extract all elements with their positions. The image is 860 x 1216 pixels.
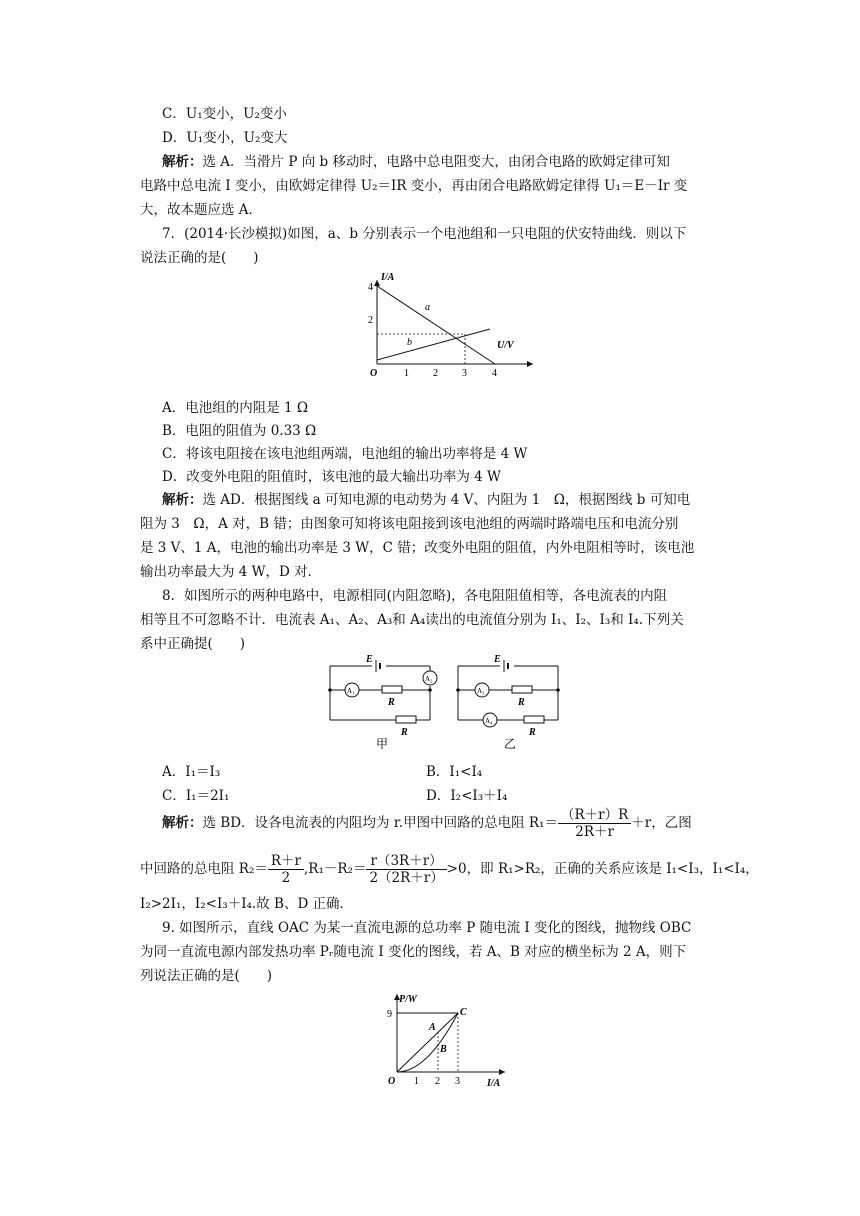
x-tick-2: 2 — [433, 368, 438, 379]
q7-iv-graph — [355, 272, 540, 382]
q8-option-c: C．I₁＝2I₁ — [162, 788, 230, 804]
analysis-text: 选 BD．设各电流表的内阻均为 r.甲图中回路的总电阻 R₁＝ — [202, 815, 558, 831]
origin-label: O — [370, 368, 378, 379]
analysis-label: 解析： — [162, 154, 203, 170]
point-b-label: B — [440, 1044, 447, 1055]
fraction-denominator: 2（2R＋r） — [369, 870, 444, 886]
y-axis-label: I/A — [381, 272, 395, 283]
q8-analysis-line-3: I₂>2I₁，I₂<I₃＋I₄.故 B、D 正确． — [140, 896, 354, 912]
resistor — [396, 716, 416, 723]
fraction-denominator: 2 — [281, 870, 291, 886]
y-tick-4: 4 — [368, 282, 373, 293]
q8-stem-line-3: 系中正确提( ) — [140, 636, 246, 652]
ammeter-a2-label: A₂ — [425, 675, 433, 683]
resistor — [512, 686, 532, 693]
q8-analysis-line-2 — [140, 852, 759, 886]
x-tick-1: 1 — [414, 1076, 419, 1087]
fraction-numerator: R＋r — [268, 853, 304, 870]
q7-option-a: A．电池组的内阻是 1 Ω — [162, 400, 309, 416]
q7-analysis-line-2: 阻为 3 Ω，A 对，B 错；由图象可知将该电阻接到该电池组的两端时路端电压和电流分别 — [140, 516, 679, 532]
analysis-text: ＋r，乙图 — [631, 815, 692, 831]
q8-stem-line-1: 8．如图所示的两种电路中，电源相同(内阻忽略)，各电阻阻值相等，各电流表的内阻 — [162, 588, 668, 604]
q9-stem-line-2: 为同一直流电源内部发热功率 Pᵣ随电流 I 变化的图线，若 A、B 对应的横坐标为 2 A，则下 — [140, 944, 687, 960]
analysis-text: 中回路的总电阻 R₂＝ — [140, 861, 268, 877]
y-tick-9: 9 — [387, 1009, 392, 1020]
analysis-label: 解析： — [162, 815, 203, 831]
q6-analysis-line-3: 大，故本题应选 A． — [140, 202, 263, 218]
q9-power-graph — [375, 990, 515, 1090]
y-axis-label: P/W — [399, 994, 417, 1005]
fraction-numerator: r（3R＋r） — [366, 853, 446, 870]
resistor-label: R — [518, 697, 525, 708]
q7-stem-line-2: 说法正确的是( ) — [140, 250, 259, 266]
fraction-numerator: （R＋r）R — [558, 807, 631, 824]
x-tick-2: 2 — [435, 1076, 440, 1087]
q8-stem-line-2: 相等且不可忽略不计．电流表 A₁、A₂、A₃和 A₄读出的电流值分别为 I₁、I₂、I₃和 I₄.下列关 — [140, 612, 684, 628]
q7-analysis-line-4: 输出功率最大为 4 W，D 对． — [140, 564, 322, 580]
q8-option-d: D．I₂<I₃＋I₄ — [426, 788, 508, 804]
resistor — [524, 716, 544, 723]
fraction-r1 — [558, 807, 631, 840]
line-a — [377, 286, 495, 364]
x-axis-label: I/A — [487, 1078, 501, 1089]
q6-option-d: D．U₁变小，U₂变大 — [162, 130, 288, 146]
resistor-label: R — [388, 697, 395, 708]
q7-analysis-line-1 — [162, 490, 690, 510]
ammeter-a3-label: A₃ — [477, 687, 485, 695]
q7-analysis-line-3: 是 3 V、1 A，电池的输出功率是 3 W，C 错；改变外电阻的阻值，内外电阻相等时，该电池 — [140, 540, 695, 556]
point-a-label: A — [429, 1022, 436, 1033]
point-c-label: C — [460, 1007, 467, 1018]
q8-circuits — [322, 650, 572, 750]
q8-option-a: A．I₁＝I₃ — [162, 764, 221, 780]
analysis-text: 选 A．当滑片 P 向 b 移动时，电路中总电阻变大，由闭合电路的欧姆定律可知 — [202, 154, 670, 170]
resistor-label: R — [529, 727, 536, 738]
q8-option-b: B．I₁<I₄ — [426, 764, 483, 780]
emf-label-right: E — [494, 654, 501, 665]
caption-yi: 乙 — [504, 737, 517, 750]
line-b-label: b — [407, 337, 412, 348]
fraction-denominator: 2R＋r — [575, 824, 614, 840]
q7-option-c: C．将该电阻接在该电池组两端，电池组的输出功率将是 4 W — [162, 446, 528, 462]
q8-analysis-line-1 — [162, 806, 692, 840]
line-a-label: a — [425, 302, 430, 313]
q7-option-b: B．电阻的阻值为 0.33 Ω — [162, 423, 317, 439]
emf-label-left: E — [366, 654, 373, 665]
analysis-text: 选 AD．根据图线 a 可知电源的电动势为 4 V、内阻为 1 Ω，根据图线 b 可知电 — [202, 492, 691, 508]
circuit-left — [328, 654, 437, 738]
circuit-right — [456, 654, 560, 738]
x-tick-1: 1 — [404, 368, 409, 379]
x-axis-label: U/V — [497, 340, 514, 351]
analysis-label: 解析： — [162, 492, 203, 508]
q7-option-d: D．改变外电阻的阻值时，该电池的最大输出功率为 4 W — [162, 469, 501, 485]
q6-option-c: C．U₁变小，U₂变小 — [162, 106, 287, 122]
q6-analysis-line-1 — [162, 152, 670, 172]
ammeter-a1-label: A₁ — [347, 687, 355, 695]
resistor-label: R — [401, 727, 408, 738]
ammeter-a4-label: A₄ — [485, 717, 493, 725]
analysis-text: ,R₁－R₂＝ — [304, 861, 367, 877]
q9-stem-line-3: 列说法正确的是( ) — [140, 968, 273, 984]
fraction-diff — [366, 853, 446, 886]
x-tick-3: 3 — [462, 368, 467, 379]
x-tick-4: 4 — [492, 368, 497, 379]
q6-analysis-line-2: 电路中总电流 I 变小，由欧姆定律得 U₂＝IR 变小，再由闭合电路欧姆定律得 U₁＝E－Ir 变 — [140, 178, 688, 194]
x-tick-3: 3 — [455, 1076, 460, 1087]
caption-jia: 甲 — [376, 737, 389, 750]
analysis-text: >0，即 R₁>R₂，正确的关系应该是 I₁<I₃，I₁<I₄， — [446, 861, 759, 877]
q7-stem-line-1: 7．(2014·长沙模拟)如图，a、b 分别表示一个电池组和一只电阻的伏安特曲线．则以下 — [162, 226, 687, 242]
q9-stem-line-1: 9. 如图所示，直线 OAC 为某一直流电源的总功率 P 随电流 I 变化的图线，抛物线 OBC — [162, 920, 692, 936]
origin-label: O — [388, 1076, 396, 1087]
resistor — [382, 686, 402, 693]
fraction-r2 — [268, 853, 304, 886]
y-tick-2: 2 — [368, 315, 373, 326]
line-oac — [397, 1013, 458, 1072]
